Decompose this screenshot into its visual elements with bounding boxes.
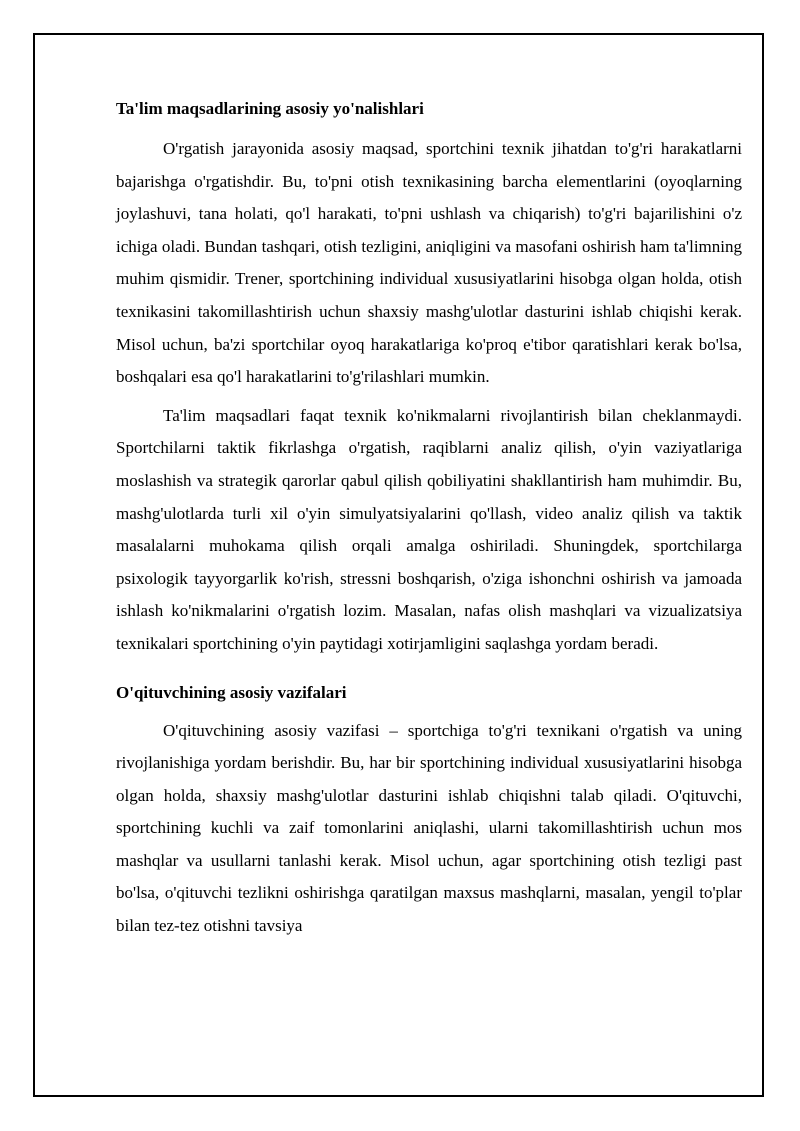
section-heading-learning-goals: Ta'lim maqsadlarining asosiy yo'nalishlari: [116, 99, 424, 118]
paragraph: Ta'lim maqsadlari faqat texnik ko'nikmalarni rivojlantirish bilan cheklanmaydi. Sportchilarni taktik fikrlashga o'rgatish, raqiblarni analiz qilish, o'yin vaziyatlariga moslashish va strategik qarorlar qabul qilish qobiliyatini shakllantirish ham muhimdir. Bu, mashg'ulotlarda turli xil o'yin simulyatsiyalarini qo'llash, video analiz qilish va taktik masalalarni muhokama qilish orqali amalga oshiriladi. Shuningdek, sportchilarga psixologik tayyorgarlik ko'rish, stressni boshqarish, o'ziga ishonchni oshirish va jamoada ishlash ko'nikmalarini o'rgatish lozim. Masalan, nafas olish mashqlari va vizualizatsiya texnikalari sportchining o'yin paytidagi xotirjamligini saqlashga yordam beradi.: [116, 405, 742, 653]
section-heading-teacher-duties: O'qituvchining asosiy vazifalari: [116, 682, 347, 702]
document-body: [116, 97, 742, 949]
paragraph: O'qituvchining asosiy vazifasi – sportchiga to'g'ri texnikani o'rgatish va uning rivojlanishiga yordam berishdir. Bu, har bir sportchining individual xususiyatlarini hisobga olgan holda, shaxsiy mashg'ulotlar dasturini ishlab chiqishni talab qiladi. O'qituvchi, sportchining kuchli va zaif tomonlarini aniqlashi, ularni takomillashtirish uchun mos mashqlar va usullarni tanlashi kerak. Misol uchun, agar sportchining otish tezligi past bo'lsa, o'qituvchi tezlikni oshirishga qaratilgan maxsus mashqlarni, masalan, yengil to'plar bilan tez-tez otishni tavsiya: [116, 720, 742, 936]
paragraph: O'rgatish jarayonida asosiy maqsad, sportchini texnik jihatdan to'g'ri harakatlarni bajarishga o'rgatishdir. Bu, to'pni otish texnikasining barcha elementlarini (oyoqlarning joylashuvi, tana holati, qo'l harakati, to'pni ushlash va chiqarish) to'g'ri bajarilishini o'z ichiga oladi. Bundan tashqari, otish tezligini, aniqligini va masofani oshirish ham ta'limning muhim qismidir. Trener, sportchining individual xususiyatlarini hisobga olgan holda, otish texnikasini takomillashtirish uchun shaxsiy mashg'ulotlar dasturini ishlab chiqishi kerak. Misol uchun, ba'zi sportchilar oyoq harakatlariga ko'proq e'tibor qaratishlari kerak bo'lsa, boshqalari esa qo'l harakatlarini to'g'rilashlari mumkin.: [116, 139, 742, 387]
